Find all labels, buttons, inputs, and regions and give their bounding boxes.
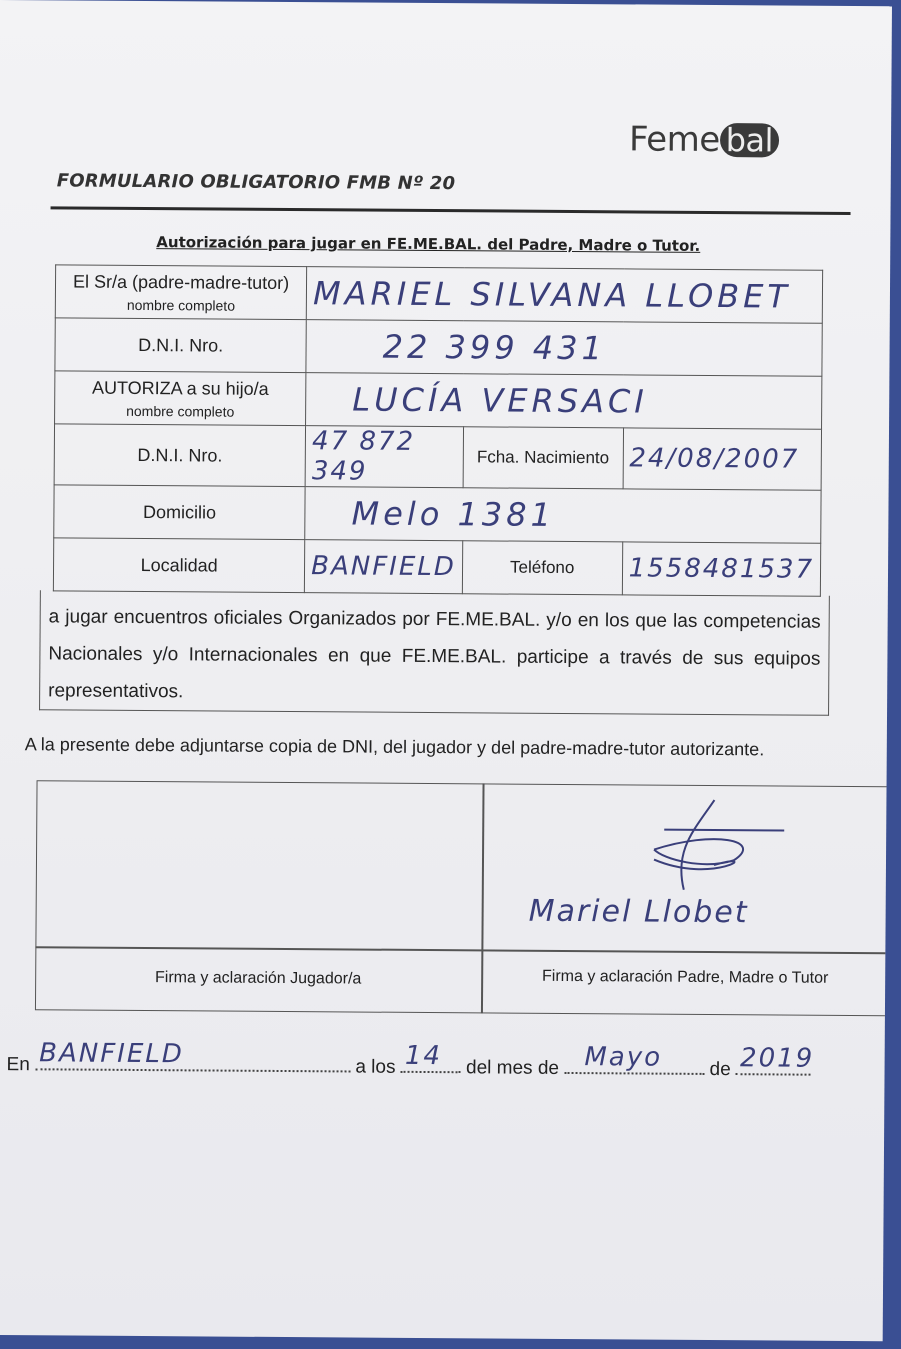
table-row <box>54 424 821 490</box>
form-title: FORMULARIO OBLIGATORIO FMB Nº 20 <box>56 170 456 195</box>
guardian-name-field[interactable] <box>306 267 822 324</box>
child-label-cell <box>55 371 307 426</box>
day-field[interactable] <box>401 1040 461 1073</box>
femebal-logo: Feme bal <box>629 119 779 160</box>
guardian-name-value: MARIEL SILVANA LLOBET <box>312 274 792 316</box>
day-value: 14 <box>404 1040 443 1072</box>
month-field[interactable] <box>564 1042 704 1075</box>
date-mes-label: del mes de <box>465 1057 560 1079</box>
guardian-dni-value: 22 399 431 <box>382 327 607 368</box>
year-value: 2019 <box>739 1043 815 1074</box>
year-field[interactable] <box>736 1043 815 1076</box>
authorization-paragraph: a jugar encuentros oficiales Organizados por FE.ME.BAL. y/o en los que las competencias Nacionales y/o Internacionales en que FE.ME.BAL. participe a través de sus equipos representativos. <box>39 590 830 716</box>
place-value: BANFIELD <box>39 1038 184 1070</box>
child-dni-value: 47 872 349 <box>311 426 416 487</box>
table-row <box>53 538 820 596</box>
phone-value: 1558481537 <box>628 553 815 585</box>
birthdate-label: Fcha. Nacimiento <box>463 427 623 489</box>
phone-field[interactable] <box>622 542 821 596</box>
guardian-dni-field[interactable] <box>306 320 822 377</box>
locality-label: Localidad <box>53 538 305 593</box>
child-sublabel: nombre completo <box>126 402 235 420</box>
header-rule <box>51 206 851 215</box>
month-value: Mayo <box>584 1042 663 1073</box>
place-field[interactable] <box>35 1038 350 1072</box>
table-row <box>55 265 822 323</box>
player-signature-area[interactable] <box>35 790 482 949</box>
phone-label: Teléfono <box>462 541 622 595</box>
guardian-label-cell <box>55 265 307 320</box>
table-row <box>55 371 822 429</box>
date-line <box>6 1038 815 1082</box>
address-field[interactable] <box>305 487 821 544</box>
date-de-label: de <box>709 1058 731 1081</box>
guardian-sublabel: nombre completo <box>126 296 236 314</box>
address-label: Domicilio <box>54 485 306 540</box>
child-dni-label: D.N.I. Nro. <box>54 424 306 487</box>
date-a-los-label: a los <box>355 1056 396 1078</box>
attachment-note: A la presente debe adjuntarse copia de DNI, del jugador y del padre-madre-tutor autorizante. <box>24 734 765 760</box>
child-dni-field[interactable] <box>305 426 463 488</box>
form-subtitle: Autorización para jugar en FE.ME.BAL. del Padre, Madre o Tutor. <box>156 233 701 255</box>
child-name-value: LUCÍA VERSACI <box>352 380 648 421</box>
parent-signature-area[interactable] <box>483 788 884 951</box>
guardian-label: El Sr/a (padre-madre-tutor) <box>73 271 290 293</box>
birthdate-field[interactable] <box>623 428 822 490</box>
locality-value: BANFIELD <box>311 551 456 583</box>
authorization-table <box>53 264 823 596</box>
player-signature-caption: Firma y aclaración Jugador/a <box>154 969 362 988</box>
table-row <box>55 318 822 376</box>
parent-signature-caption: Firma y aclaración Padre, Madre o Tutor <box>541 967 829 987</box>
birthdate-value: 24/08/2007 <box>629 443 800 475</box>
child-name-field[interactable] <box>306 373 822 430</box>
table-row <box>54 485 821 543</box>
address-value: Melo 1381 <box>351 494 556 534</box>
locality-field[interactable] <box>305 540 463 594</box>
parent-signature-name: Mariel Llobet <box>528 893 749 931</box>
guardian-dni-label: D.N.I. Nro. <box>55 318 307 373</box>
child-label: AUTORIZA a su hijo/a <box>91 377 269 399</box>
date-en-label: En <box>6 1054 30 1076</box>
